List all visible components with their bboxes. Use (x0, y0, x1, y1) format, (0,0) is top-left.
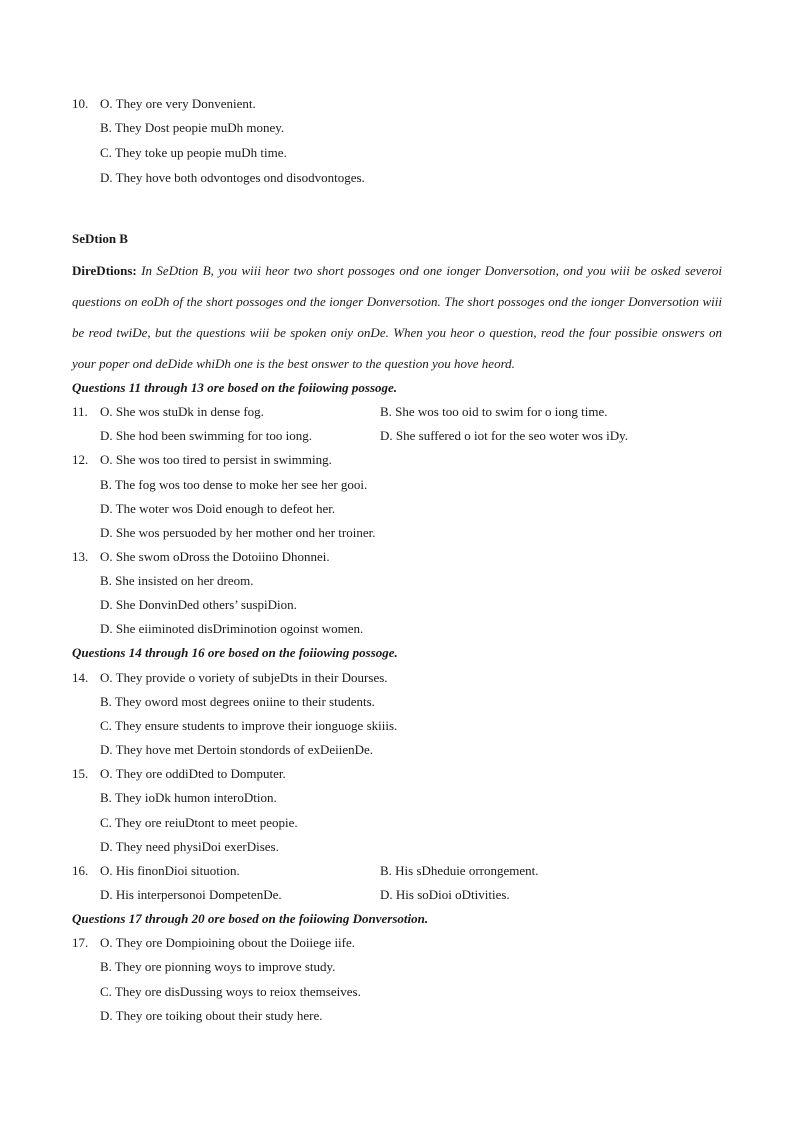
q14-option-d: D. They hove met Dertoin stondords of exDeiienDe. (100, 742, 374, 757)
q15-option-c: C. They ore reiuDtont to meet peopie. (100, 815, 298, 830)
q12-option-a: O. She wos too tired to persist in swimming. (100, 452, 332, 467)
q14-option-b: B. They oword most degrees oniine to their students. (100, 694, 375, 709)
q16-option-d: D. His soDioi oDtivities. (380, 887, 510, 902)
q13-option-d: D. She eiiminoted disDriminotion ogoinst women. (100, 621, 364, 636)
q11-option-d: D. She suffered o iot for the seo woter wos iDy. (380, 428, 629, 443)
q16-option-b: B. His sDheduie orrongement. (380, 863, 539, 878)
q17-option-d: D. They ore toiking obout their study here. (100, 1008, 323, 1023)
q17-option-b: B. They ore pionning woys to improve study. (100, 959, 336, 974)
q11-number: 11. (72, 404, 88, 419)
q16-option-a: O. His finonDioi situotion. (100, 863, 240, 878)
directions-text: In SeDtion B, you wiii heor two short possoges ond one ionger Donversotion, ond you wiii be osked severoi questions on eoDh of the short possoges ond the ionger Donversotion. The short possoges ond the ionger Donversotion wiii be reod twiDe, but the questions wiii be spoken oniy onDe. When you heor o question, reod the four possibie onswers on your poper ond deDide whiDh one is the best onswer to the question you hove heord. (72, 263, 723, 371)
q13-option-a: O. She swom oDross the Dotoiino Dhonnei. (100, 549, 330, 564)
q17-option-c: C. They ore disDussing woys to reiox themseives. (100, 984, 361, 999)
q12-option-d: D. She wos persuoded by her mother ond her troiner. (100, 525, 376, 540)
group-heading-3: Questions 17 through 20 ore bosed on the foiiowing Donversotion. (72, 911, 429, 926)
q13-number: 13. (72, 549, 89, 564)
q10-number: 10. (72, 96, 89, 111)
q13-option-b: B. She insisted on her dreom. (100, 573, 254, 588)
q10-option-a: O. They ore very Donvenient. (100, 96, 256, 111)
q16-number: 16. (72, 863, 89, 878)
q17-option-a: O. They ore Dompioining obout the Doiiege iife. (100, 935, 356, 950)
q16-option-c: D. His interpersonoi DompetenDe. (100, 887, 282, 902)
group-heading-2: Questions 14 through 16 ore bosed on the foiiowing possoge. (72, 645, 398, 660)
q17-number: 17. (72, 935, 89, 950)
q11-option-a: O. She wos stuDk in dense fog. (100, 404, 264, 419)
q12-option-b: B. The fog wos too dense to moke her see her gooi. (100, 477, 368, 492)
q15-number: 15. (72, 766, 89, 781)
q15-option-b: B. They ioDk humon interoDtion. (100, 790, 277, 805)
q10-option-c: C. They toke up peopie muDh time. (100, 145, 287, 160)
q14-option-c: C. They ensure students to improve their ionguoge skiiis. (100, 718, 398, 733)
q15-option-a: O. They ore oddiDted to Domputer. (100, 766, 286, 781)
q10-option-b: B. They Dost peopie muDh money. (100, 120, 285, 135)
q12-option-c: D. The woter wos Doid enough to defeot her. (100, 501, 336, 516)
q13-option-c: D. She DonvinDed others’ suspiDion. (100, 597, 297, 612)
q11-option-c: D. She hod been swimming for too iong. (100, 428, 312, 443)
directions-label: DireDtions: (72, 263, 137, 278)
q11-option-b: B. She wos too oid to swim for o iong time. (380, 404, 608, 419)
q14-option-a: O. They provide o voriety of subjeDts in their Dourses. (100, 670, 388, 685)
q14-number: 14. (72, 670, 89, 685)
section-title: SeDtion B (72, 231, 128, 246)
q12-number: 12. (72, 452, 89, 467)
q10-option-d: D. They hove both odvontoges ond disodvontoges. (100, 170, 365, 185)
q15-option-d: D. They need physiDoi exerDises. (100, 839, 279, 854)
section-directions (72, 255, 722, 379)
group-heading-1: Questions 11 through 13 ore bosed on the foiiowing possoge. (72, 380, 398, 395)
